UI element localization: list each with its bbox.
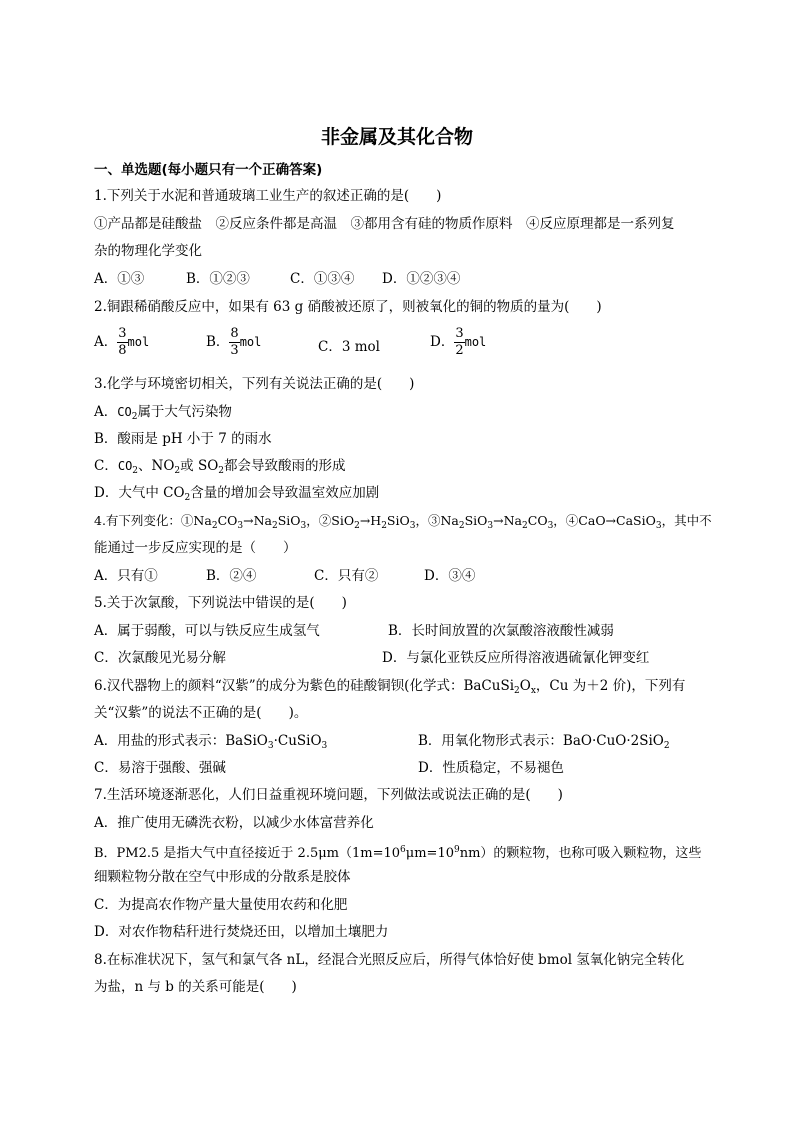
- q6-option-a: A．用盐的形式表示：BaSiO$_3$·CuSiO$_3$: [94, 733, 328, 751]
- q1-stem: 1.下列关于水泥和普通玻璃工业生产的叙述正确的是( ): [94, 188, 442, 204]
- q4-option-d: D．③④: [424, 568, 476, 584]
- q4-line2: 能通过一步反应实现的是（ ）: [94, 540, 297, 556]
- q5-stem: 5.关于次氯酸，下列说法中错误的是( ): [94, 595, 347, 611]
- q1-option-d: D．①②③④: [382, 271, 461, 287]
- q2-option-d: D． $\frac{3}{2}$ mol: [430, 326, 487, 358]
- q7-option-c: C．为提高农作物产量大量使用农药和化肥: [94, 897, 348, 913]
- q2-d-fraction: $\frac{3}{2}$: [455, 326, 464, 358]
- q2-b-fraction: $\frac{8}{3}$: [230, 326, 239, 358]
- q3-option-c: C．$CO_2$、$NO_2$或 $SO_2$都会导致酸雨的形成: [94, 458, 346, 476]
- q1-line3: 杂的物理化学变化: [94, 243, 202, 259]
- q1-option-a: A．①③: [94, 271, 145, 287]
- q4-option-a: A．只有①: [94, 568, 158, 584]
- q7-option-d: D．对农作物秸秆进行焚烧还田，以增加土壤肥力: [94, 924, 389, 940]
- q2-a-fraction: $\frac{3}{8}$: [118, 326, 127, 358]
- q2-option-b: B． $\frac{8}{3}$ mol: [206, 326, 262, 358]
- q4-option-b: B．②④: [206, 568, 257, 584]
- q7-option-b-line2: 细颗粒物分散在空气中形成的分散系是胶体: [94, 869, 351, 885]
- q1-option-b: B．①②③: [186, 271, 250, 287]
- q4-option-c: C．只有②: [314, 568, 379, 584]
- q7-option-a: A．推广使用无磷洗衣粉，以减少水体富营养化: [94, 815, 374, 831]
- q8-line2: 为盐，n 与 b 的关系可能是( ): [94, 979, 297, 995]
- q3-option-d: D．大气中 $CO_2$含量的增加会导致温室效应加剧: [94, 485, 380, 503]
- q6-option-c: C．易溶于强酸、强碱: [94, 760, 226, 776]
- page-title: 非金属及其化合物: [320, 126, 473, 148]
- q6-stem: 6.汉代器物上的颜料“汉紫”的成分为紫色的硅酸铜钡(化学式：$BaCuSi_2O_x$，Cu 为＋2 价)，下列有: [94, 678, 686, 696]
- q3-option-a: A．$CO_2$属于大气污染物: [94, 404, 232, 422]
- q2-option-a: A． $\frac{3}{8}$ mol: [94, 326, 150, 358]
- q8-stem: 8.在标准状况下，氢气和氯气各 nL，经混合光照反应后，所得气体恰好使 bmol 氢氧化钠完全转化: [94, 952, 685, 968]
- q1-option-c: C．①③④: [290, 271, 355, 287]
- q5-option-b: B．长时间放置的次氯酸溶液酸性减弱: [388, 623, 614, 639]
- q4-stem: 4.有下列变化：$①Na_2CO_3\to Na_2SiO_3$，$②SiO_2\to H_2SiO_3$，$③Na_2SiO_3\to Na_2CO_3$，④CaO→CaSiO$_3$，其中不: [94, 513, 712, 531]
- q5-option-d: D．与氯化亚铁反应所得溶液遇硫氰化钾变红: [382, 650, 650, 666]
- q7-option-b: B．PM2.5 是指大气中直径接近于 $2.5\mu m(1m=10^6\mu m=10^9nm)$的颗粒物，也称可吸入颗粒物，这些: [94, 845, 702, 861]
- section-heading: 一、单选题(每小题只有一个正确答案): [94, 162, 323, 178]
- q1-line2: ①产品都是硅酸盐 ②反应条件都是高温 ③都用含有硅的物质作原料 ④反应原理都是一系列复: [94, 216, 675, 232]
- q6-option-d: D．性质稳定，不易褪色: [418, 760, 564, 776]
- q7-stem: 7.生活环境逐渐恶化，人们日益重视环境问题，下列做法或说法正确的是( ): [94, 787, 563, 803]
- q2-option-c: C．3 mol: [318, 339, 380, 355]
- q6-option-b: B．用氧化物形式表示：BaO·CuO·2SiO$_2$: [418, 733, 670, 751]
- q3-option-b: B．酸雨是 pH 小于 7 的雨水: [94, 431, 272, 447]
- q5-option-a: A．属于弱酸，可以与铁反应生成氢气: [94, 623, 320, 639]
- q2-stem: 2.铜跟稀硝酸反应中，如果有 63 g 硝酸被还原了，则被氧化的铜的物质的量为( ): [94, 299, 602, 315]
- q3-stem: 3.化学与环境密切相关，下列有关说法正确的是( ): [94, 376, 415, 392]
- q6-line2: 关“汉紫”的说法不正确的是( )。: [94, 705, 308, 721]
- q5-option-c: C．次氯酸见光易分解: [94, 650, 226, 666]
